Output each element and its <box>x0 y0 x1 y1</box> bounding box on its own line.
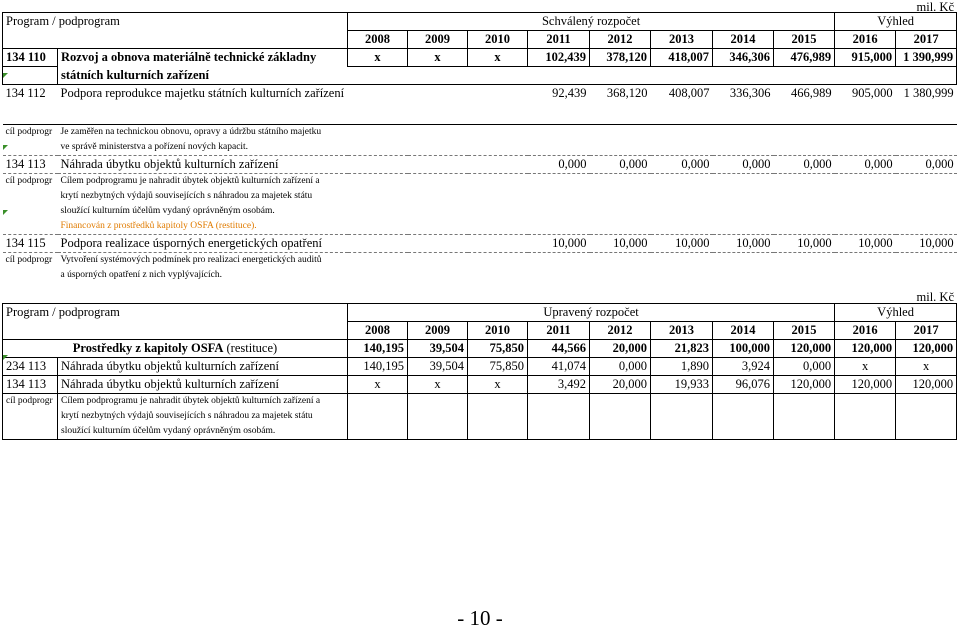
cell-value: 44,566 <box>528 340 590 358</box>
cell-value: 10,000 <box>774 235 835 253</box>
goal-row-134113 <box>3 174 957 190</box>
cell-value: 39,504 <box>408 358 468 376</box>
cell-value: 1 380,999 <box>903 86 954 100</box>
goal-note: Financován z prostředků kapitoly OSFA (restituce). <box>60 221 257 231</box>
group-header-outlook: Výhled <box>835 304 957 322</box>
cell-value <box>348 85 408 103</box>
cell-value: x <box>408 376 468 394</box>
header-row-groups <box>3 13 957 31</box>
year-header: 2014 <box>713 322 774 340</box>
year-header: 2008 <box>348 322 408 340</box>
cell-value: x <box>896 358 957 376</box>
cell-value: 120,000 <box>774 376 835 394</box>
comment-marker-icon <box>3 73 8 78</box>
cell-value: 120,000 <box>835 376 896 394</box>
cell-value: x <box>835 358 896 376</box>
cell-value: 0,000 <box>774 156 835 174</box>
goal-text: Cílem podprogramu je nahradit úbytek objektů kulturních zařízení a <box>58 394 348 410</box>
goal-text: sloužící kulturním účelům vydaný oprávněným osobám. <box>58 424 348 440</box>
cell-value: x <box>348 376 408 394</box>
page-number: - 10 - <box>457 606 503 630</box>
header-row-groups <box>3 304 957 322</box>
approved-budget-table <box>2 12 957 283</box>
row-name: Podpora reprodukce majetku státních kulturních zařízení <box>60 86 345 100</box>
year-header: 2009 <box>408 322 468 340</box>
cell-value: x <box>468 49 528 67</box>
cell-value: 0,000 <box>774 358 835 376</box>
cell-value: 0,000 <box>590 156 651 174</box>
cell-value: 140,195 <box>348 340 408 358</box>
cell-value: 1 390,999 <box>896 49 957 67</box>
cell-value: 10,000 <box>835 235 896 253</box>
row-name: Náhrada úbytku objektů kulturních zařízení <box>58 156 348 174</box>
goal-text: a úsporných opatření z nich vyplývajících. <box>60 270 222 280</box>
goal-text: Je zaměřen na technickou obnovu, opravy a údržbu státního majetku <box>58 125 957 141</box>
cell-value: 10,000 <box>896 235 957 253</box>
col-header-program: Program / podprogram <box>3 304 348 322</box>
year-header: 2012 <box>590 322 651 340</box>
year-header: 2015 <box>774 31 835 49</box>
cell-value: 120,000 <box>896 340 957 358</box>
goal-row-134115 <box>3 253 957 269</box>
cell-value: 92,439 <box>552 86 587 100</box>
table-row-134113 <box>3 156 957 174</box>
cell-value: 140,195 <box>348 358 408 376</box>
table-row-134110 <box>3 49 957 67</box>
cell-value: 20,000 <box>590 340 651 358</box>
cell-value: 19,933 <box>651 376 713 394</box>
year-header: 2013 <box>651 31 713 49</box>
row-name: Rozvoj a obnova materiálně technické základny <box>58 49 348 67</box>
cell-value: 10,000 <box>590 235 651 253</box>
cell-value <box>408 85 468 103</box>
goal-row <box>3 394 957 410</box>
cell-value: 466,989 <box>790 86 832 100</box>
cell-value: 0,000 <box>835 156 896 174</box>
cell-value: 476,989 <box>774 49 835 67</box>
cell-value: 120,000 <box>896 376 957 394</box>
unit-label: mil. Kč <box>916 0 954 14</box>
cell-value: 3,924 <box>713 358 774 376</box>
cell-value: 120,000 <box>835 340 896 358</box>
cell-value: 418,007 <box>651 49 713 67</box>
row-name: Prostředky z kapitoly OSFA (restituce) <box>3 340 348 358</box>
cell-value: 336,306 <box>729 86 771 100</box>
goal-row-134112 <box>3 125 957 141</box>
cell-value: 1,890 <box>651 358 713 376</box>
cell-value: 96,076 <box>713 376 774 394</box>
goal-text: krytí nezbytných výdajů souvisejících s náhradou za majetek státu <box>60 191 313 201</box>
goal-text: sloužící kulturním účelům vydaný oprávněným osobám. <box>60 206 275 216</box>
cell-value: 75,850 <box>468 358 528 376</box>
goal-text: ve správě ministerstva a pořízení nových kapacit. <box>60 142 249 152</box>
cell-value: 346,306 <box>713 49 774 67</box>
row-name: Náhrada úbytku objektů kulturních zařízení <box>58 376 348 394</box>
header-row-years <box>3 322 957 340</box>
group-header-outlook: Výhled <box>835 13 957 31</box>
cell-value: 0,000 <box>713 156 774 174</box>
row-code: 134 113 <box>3 376 58 394</box>
cell-value <box>468 235 528 253</box>
cell-value <box>408 235 468 253</box>
year-header: 2016 <box>835 322 896 340</box>
row-code: 134 115 <box>3 235 58 253</box>
unit-label: mil. Kč <box>916 290 954 304</box>
cell-value: 102,439 <box>528 49 590 67</box>
row-name: Náhrada úbytku objektů kulturních zařízení <box>58 358 348 376</box>
cell-value: 0,000 <box>528 156 590 174</box>
cell-value: 39,504 <box>408 340 468 358</box>
year-header: 2008 <box>348 31 408 49</box>
year-header: 2011 <box>528 31 590 49</box>
table-row-134110-cont <box>3 67 957 85</box>
cell-value: 41,074 <box>528 358 590 376</box>
cell-value: 100,000 <box>713 340 774 358</box>
year-header: 2010 <box>468 322 528 340</box>
row-code: 234 113 <box>3 358 58 376</box>
year-header: 2011 <box>528 322 590 340</box>
row-code: 134 113 <box>3 156 58 174</box>
goal-text: Cílem podprogramu je nahradit úbytek objektů kulturních zařízení a <box>58 174 957 190</box>
year-header: 2009 <box>408 31 468 49</box>
table-row-134112 <box>3 85 957 103</box>
cell-value: 0,000 <box>590 358 651 376</box>
cell-value <box>468 85 528 103</box>
group-header-adjusted: Upravený rozpočet <box>348 304 835 322</box>
comment-marker-icon <box>3 145 8 150</box>
year-header: 2014 <box>713 31 774 49</box>
cell-value: x <box>468 376 528 394</box>
year-header: 2016 <box>835 31 896 49</box>
cell-value: 21,823 <box>651 340 713 358</box>
goal-label: cíl podprogr <box>3 394 58 410</box>
row-name: Podpora realizace úsporných energetických opatření <box>58 235 348 253</box>
cell-value <box>468 156 528 174</box>
goal-label: cíl podprogr <box>3 253 58 269</box>
goal-label: cíl podprogr <box>3 174 58 190</box>
cell-value: 10,000 <box>528 235 590 253</box>
cell-value: 915,000 <box>835 49 896 67</box>
goal-label: cíl podprogr <box>3 125 58 141</box>
header-row-years <box>3 31 957 49</box>
year-header: 2015 <box>774 322 835 340</box>
cell-value: 408,007 <box>668 86 710 100</box>
comment-marker-icon <box>3 355 8 360</box>
cell-value <box>348 156 408 174</box>
col-header-program: Program / podprogram <box>3 13 348 31</box>
adjusted-budget-table <box>2 303 957 440</box>
cell-value: 368,120 <box>606 86 648 100</box>
year-header: 2012 <box>590 31 651 49</box>
cell-value: 120,000 <box>774 340 835 358</box>
group-header-approved: Schválený rozpočet <box>348 13 835 31</box>
table-row-134113 <box>3 376 957 394</box>
year-header: 2017 <box>896 322 957 340</box>
cell-value: x <box>348 49 408 67</box>
cell-value: 0,000 <box>651 156 713 174</box>
cell-value: 0,000 <box>896 156 957 174</box>
row-name-cont: státních kulturních zařízení <box>58 67 348 85</box>
cell-value: 905,000 <box>851 86 893 100</box>
cell-value: 378,120 <box>590 49 651 67</box>
cell-value: 10,000 <box>713 235 774 253</box>
table-row-osfa <box>3 340 957 358</box>
cell-value <box>348 235 408 253</box>
table-row-134115 <box>3 235 957 253</box>
cell-value: 20,000 <box>590 376 651 394</box>
goal-text: Vytvoření systémových podmínek pro realizaci energetických auditů <box>58 253 957 269</box>
cell-value: 10,000 <box>651 235 713 253</box>
cell-value: x <box>408 49 468 67</box>
goal-text: krytí nezbytných výdajů souvisejících s náhradou za majetek státu <box>58 409 348 424</box>
year-header: 2010 <box>468 31 528 49</box>
cell-value: 75,850 <box>468 340 528 358</box>
row-code: 134 110 <box>3 49 58 67</box>
cell-value: 3,492 <box>528 376 590 394</box>
table-row-234113 <box>3 358 957 376</box>
row-code: 134 112 <box>5 86 46 100</box>
cell-value <box>408 156 468 174</box>
year-header: 2017 <box>896 31 957 49</box>
year-header: 2013 <box>651 322 713 340</box>
comment-marker-icon <box>3 210 8 215</box>
